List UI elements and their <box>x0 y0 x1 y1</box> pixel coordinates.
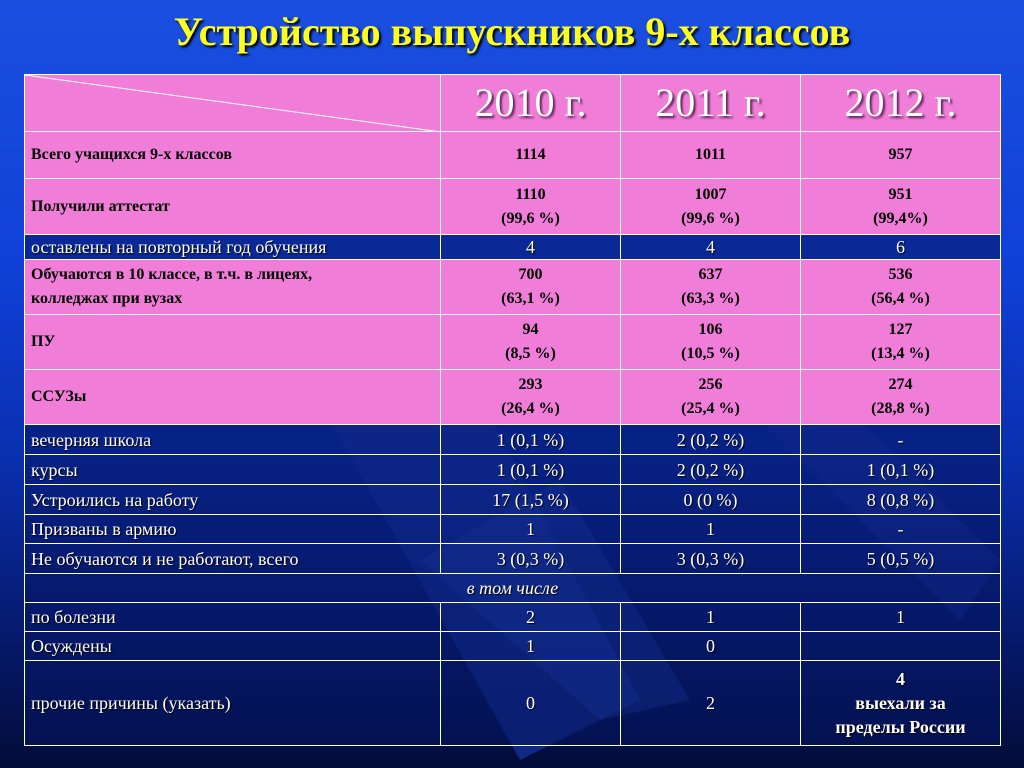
cell-percent: (8,5 %) <box>505 345 556 362</box>
table-row <box>25 235 1001 260</box>
cell-percent: (99,4%) <box>873 209 928 227</box>
cell-2011: 1 <box>621 603 801 632</box>
section-row <box>25 574 1001 603</box>
cell-2010: 1 <box>441 632 621 661</box>
table-row <box>25 425 1001 455</box>
row-label: курсы <box>25 455 441 485</box>
row-label: вечерняя школа <box>25 425 441 455</box>
table-row <box>25 455 1001 485</box>
cell-2010: 0 <box>441 661 621 746</box>
cell-percent: (56,4 %) <box>871 290 930 307</box>
cell-2011 <box>621 260 801 315</box>
cell-value: 94 <box>522 321 539 338</box>
cell-2010: 4 <box>441 235 621 260</box>
cell-percent: (99,6 %) <box>681 209 740 227</box>
header-row <box>25 75 1001 132</box>
cell-2010 <box>441 260 621 315</box>
table-row <box>25 515 1001 544</box>
cell-percent: (13,4 %) <box>871 345 930 362</box>
cell-percent: (63,1 %) <box>501 290 560 307</box>
cell-percent: (99,6 %) <box>501 209 560 227</box>
cell-2010: 3 (0,3 %) <box>441 544 621 574</box>
table-row <box>25 603 1001 632</box>
cell-2012: 8 (0,8 %) <box>801 485 1001 515</box>
cell-2010 <box>441 370 621 425</box>
row-label: по болезни <box>25 603 441 632</box>
cell-value: 700 <box>518 266 543 283</box>
row-label: Всего учащихся 9-х классов <box>25 132 441 179</box>
row-label: ПУ <box>25 315 441 370</box>
cell-2011: 2 <box>621 661 801 746</box>
cell-2010: 1 (0,1 %) <box>441 455 621 485</box>
cell-value: 536 <box>888 266 913 283</box>
year-header-2010: 2010 г. <box>441 75 621 132</box>
table-row <box>25 315 1001 370</box>
row-label-line2: колледжах при вузах <box>31 290 183 307</box>
cell-value: 1110 <box>515 185 546 203</box>
cell-percent: (10,5 %) <box>681 345 740 362</box>
cell-2010: 1114 <box>441 132 621 179</box>
section-label: в том числе <box>25 574 1001 603</box>
cell-2010: 2 <box>441 603 621 632</box>
cell-2012: - <box>801 425 1001 455</box>
cell-2012 <box>801 315 1001 370</box>
cell-value: 106 <box>698 321 723 338</box>
row-label <box>25 260 441 315</box>
cell-2012: 1 (0,1 %) <box>801 455 1001 485</box>
cell-2012: - <box>801 515 1001 544</box>
cell-value: 637 <box>698 266 723 283</box>
row-label: оставлены на повторный год обучения <box>25 235 441 260</box>
cell-2011: 3 (0,3 %) <box>621 544 801 574</box>
row-label: Призваны в армию <box>25 515 441 544</box>
cell-2011: 0 (0 %) <box>621 485 801 515</box>
cell-value: 1007 <box>694 185 727 203</box>
cell-note-line2: пределы России <box>835 717 966 737</box>
cell-value: 293 <box>518 376 543 393</box>
corner-cell <box>25 75 441 132</box>
cell-2012 <box>801 260 1001 315</box>
cell-2012: 957 <box>801 132 1001 179</box>
cell-2011: 1011 <box>621 132 801 179</box>
table-row <box>25 260 1001 315</box>
row-label: Устроились на работу <box>25 485 441 515</box>
cell-2011: 2 (0,2 %) <box>621 455 801 485</box>
cell-value: 274 <box>888 376 913 393</box>
cell-2010: 1 <box>441 515 621 544</box>
cell-2010: 1 (0,1 %) <box>441 425 621 455</box>
row-label-line1: Обучаются в 10 классе, в т.ч. в лицеях, <box>31 266 313 283</box>
cell-2011: 0 <box>621 632 801 661</box>
cell-value: 951 <box>888 185 913 203</box>
table-row <box>25 544 1001 574</box>
cell-2012: 6 <box>801 235 1001 260</box>
cell-2011: 2 (0,2 %) <box>621 425 801 455</box>
row-label: Осуждены <box>25 632 441 661</box>
cell-2012: 5 (0,5 %) <box>801 544 1001 574</box>
cell-2010 <box>441 179 621 235</box>
row-label: Получили аттестат <box>25 179 441 235</box>
cell-2012 <box>801 661 1001 746</box>
cell-2011 <box>621 370 801 425</box>
year-header-2012: 2012 г. <box>801 75 1001 132</box>
cell-percent: (28,8 %) <box>871 400 930 417</box>
cell-2011 <box>621 315 801 370</box>
table-row <box>25 370 1001 425</box>
cell-percent: (25,4 %) <box>681 400 740 417</box>
cell-2011: 1 <box>621 515 801 544</box>
cell-value: 4 <box>896 669 905 689</box>
graduates-table <box>24 74 1001 746</box>
cell-2012: 1 <box>801 603 1001 632</box>
cell-2011 <box>621 179 801 235</box>
page-title: Устройство выпускников 9-х классов <box>173 9 851 54</box>
cell-2010 <box>441 315 621 370</box>
cell-percent: (63,3 %) <box>681 290 740 307</box>
diagonal-line <box>25 75 441 132</box>
year-header-2011: 2011 г. <box>621 75 801 132</box>
table-row <box>25 132 1001 179</box>
table-row <box>25 485 1001 515</box>
table-row <box>25 179 1001 235</box>
cell-2012 <box>801 370 1001 425</box>
cell-percent: (26,4 %) <box>501 400 560 417</box>
row-label: Не обучаются и не работают, всего <box>25 544 441 574</box>
cell-value: 127 <box>888 321 913 338</box>
cell-2010: 17 (1,5 %) <box>441 485 621 515</box>
row-label: прочие причины (указать) <box>25 661 441 746</box>
row-label: ССУЗы <box>25 370 441 425</box>
cell-2012 <box>801 632 1001 661</box>
table-row <box>25 632 1001 661</box>
cell-2012 <box>801 179 1001 235</box>
cell-2011: 4 <box>621 235 801 260</box>
table-row <box>25 661 1001 746</box>
cell-note-line1: выехали за <box>855 693 946 713</box>
cell-value: 256 <box>698 376 723 393</box>
